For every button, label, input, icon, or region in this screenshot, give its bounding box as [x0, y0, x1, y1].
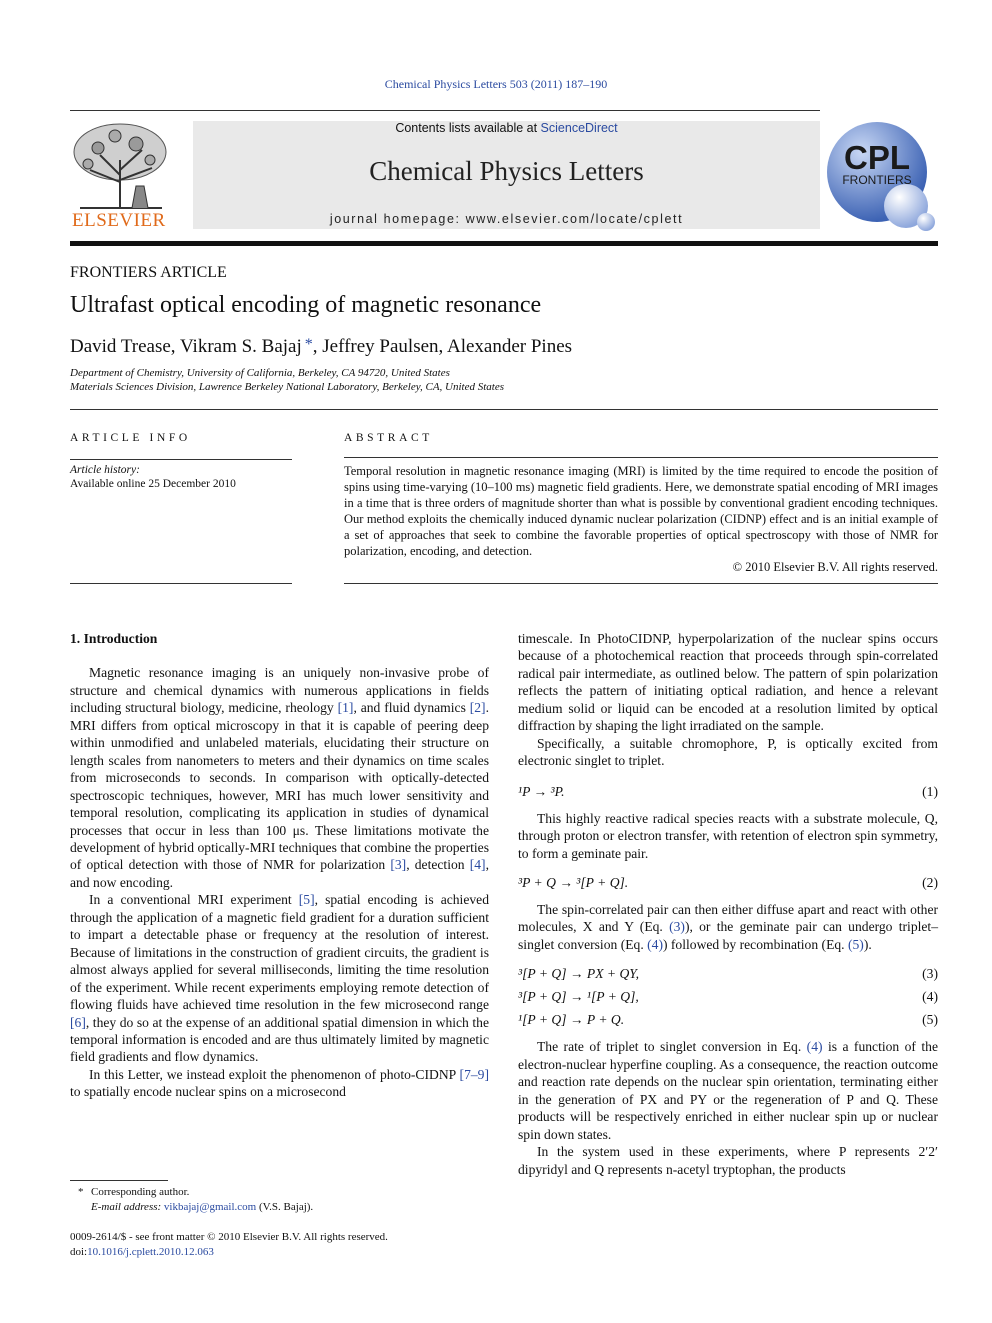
- equation-2-text: ³P + Q → ³[P + Q].: [518, 874, 629, 890]
- doi-link[interactable]: 10.1016/j.cplett.2010.12.063: [87, 1246, 214, 1258]
- equation-4: [518, 988, 938, 1011]
- equation-5-number: (5): [922, 1012, 938, 1028]
- ref-link[interactable]: [6]: [70, 1014, 86, 1030]
- title-rule: [70, 409, 938, 410]
- history-label: Article history:: [70, 464, 140, 476]
- email-suffix: (V.S. Bajaj).: [256, 1201, 314, 1213]
- frontiers-logo-text: FRONTIERS: [842, 173, 912, 187]
- footnote-mark: *: [78, 1186, 84, 1198]
- affiliation-1: Department of Chemistry, University of California, Berkeley, CA 94720, United States: [70, 367, 450, 379]
- equation-ref-link[interactable]: (3): [669, 919, 685, 935]
- equation-ref-link[interactable]: (5): [847, 936, 864, 952]
- elsevier-tree-logo: [70, 120, 172, 210]
- issn-line: 0009-2614/$ - see front matter © 2010 Elsevier B.V. All rights reserved.: [70, 1231, 388, 1243]
- equation-ref-link[interactable]: (4): [806, 1039, 823, 1055]
- email-link[interactable]: vikbajaj@gmail.com: [163, 1201, 257, 1213]
- equation-3-text: ³[P + Q] → PX + QY,: [518, 966, 639, 982]
- header-thick-rule: [70, 241, 938, 246]
- equation-2-number: (2): [922, 874, 938, 890]
- ref-link[interactable]: [4]: [469, 857, 486, 873]
- ref-link[interactable]: [3]: [390, 857, 407, 873]
- journal-homepage[interactable]: journal homepage: www.elsevier.com/locate/cplett: [329, 212, 684, 226]
- equation-4-text: ³[P + Q] → ¹[P + Q],: [518, 989, 639, 1005]
- equation-1-text: ¹P → ³P.: [518, 783, 565, 799]
- left-column: [70, 630, 489, 1101]
- abstract-rule-top: [344, 457, 938, 458]
- equation-5-text: ¹[P + Q] → P + Q.: [518, 1012, 625, 1028]
- equation-4-number: (4): [922, 989, 938, 1005]
- contents-prefix: Contents lists available at: [395, 121, 541, 135]
- abstract-text: Temporal resolution in magnetic resonance imaging (MRI) is limited by the time required to encode the position of spins using time-varying (10–100 ms) magnetic field gradients. Here, we demonstrate spatial encoding of MRI images in a time that is three orders of magnitude shorter than what is possible by conventional gradient encoding techniques. Our method exploits the chemically induced dynamic nuclear polarization (CIDNP) effect and is an initial example of a set of approaches that seek to combine the favorable properties of optical spectroscopy with those of NMR for polarization, encoding, and detection.: [344, 464, 938, 558]
- equation-3: [518, 965, 938, 988]
- journal-reference[interactable]: Chemical Physics Letters 503 (2011) 187–190: [384, 77, 608, 91]
- equation-1: [518, 783, 938, 801]
- authors-part-1: David Trease, Vikram S. Bajaj: [70, 336, 302, 357]
- elsevier-wordmark: ELSEVIER: [72, 210, 166, 231]
- equation-2: [518, 874, 938, 892]
- journal-name: Chemical Physics Letters: [369, 156, 644, 186]
- right-paragraph-4: The spin-correlated pair can then either diffuse apart and react with other molecules, X and Y (Eq. (3)), or the geminate pair can undergo triplet–singlet conversion (Eq. (4)) followed by recombination (Eq. (5)).: [518, 901, 939, 952]
- article-title: Ultrafast optical encoding of magnetic resonance: [70, 292, 542, 318]
- doi-label: doi:: [70, 1246, 88, 1258]
- footnote-rule: [70, 1180, 168, 1181]
- affiliation-2: Materials Sciences Division, Lawrence Berkeley National Laboratory, Berkeley, CA, United States: [70, 381, 505, 393]
- contents-line: [193, 121, 820, 135]
- info-rule-top: [70, 459, 292, 460]
- cpl-frontiers-logo: [822, 118, 938, 234]
- history-value: Available online 25 December 2010: [70, 478, 236, 490]
- ref-link[interactable]: [1]: [337, 700, 354, 716]
- abstract-copyright: © 2010 Elsevier B.V. All rights reserved.: [732, 560, 938, 574]
- intro-paragraph-2: In a conventional MRI experiment [5], spatial encoding is achieved through the application of a magnetic field gradient for a duration sufficient to impart a detectable phase or frequency at the resolution of interest. Because of limitations in the construction of gradient circuits, the gradient is almost always applied for several milliseconds, limiting the time resolution of the experiment. While recent experiments employing remote detection of flowing fluids have achieved time resolution in the few microsecond range [6], they do so at the expense of an additional spatial dimension in which the temporal information is encoded and are thus ultimately limited by magnetic field gradients and flow dynamics.: [70, 892, 489, 1065]
- right-paragraph-5: The rate of triplet to singlet conversion in Eq. (4) is a function of the electron-nuclear hyperfine coupling. As a consequence, the reaction outcome and reaction rate depends on the nuclear spin orientation, terminating either in the generation of PX and PY or the regeneration of P and Q. These products will be respectively enriched in either nuclear spin up or nuclear spin down states.: [518, 1039, 938, 1142]
- ref-link[interactable]: [7–9]: [459, 1066, 489, 1082]
- equation-1-number: (1): [922, 783, 938, 799]
- footnote-email: [91, 1200, 313, 1215]
- equation-5: [518, 1011, 938, 1029]
- corresponding-author-mark[interactable]: *: [304, 336, 313, 353]
- email-label: E-mail address:: [91, 1201, 162, 1213]
- article-type: FRONTIERS ARTICLE: [70, 264, 227, 281]
- intro-paragraph-1: Magnetic resonance imaging is an uniquely non-invasive probe of structure and chemical dynamics with numerous applications in fields including structural biology, medicine, rheology [1], and fluid dynamics [2]. MRI differs from optical microscopy in that it is capable of peering deep within unmodified and unlabeled materials, elucidating their structure on length scales from nanometers to meters and their dynamics on time scales from microseconds to seconds. In comparison with optically-detected spectroscopic techniques, however, MRI has much lower sensitivity and temporal resolution, complicating its application in studies of dynamical processes that occur in less than 100 μs. These limitations motivate the development of hybrid optically-MRI techniques that combine the properties of optical detection with those of NMR for polarization [3], detection [4], and now encoding.: [70, 665, 489, 890]
- equation-ref-link[interactable]: (4): [647, 936, 663, 952]
- right-paragraph-6: In the system used in these experiments, where P represents 2′2′ dipyridyl and Q represents n-acetyl tryptophan, the products: [518, 1144, 938, 1177]
- footnote-corresponding: Corresponding author.: [91, 1186, 190, 1198]
- intro-paragraph-3: In this Letter, we instead exploit the phenomenon of photo-CIDNP [7–9] to spatially encode nuclear spins on a microsecond: [70, 1066, 489, 1100]
- section-heading-introduction: 1. Introduction: [70, 631, 158, 646]
- ref-link[interactable]: [5]: [298, 892, 315, 908]
- header-rule: [70, 110, 820, 111]
- right-paragraph-2: Specifically, a suitable chromophore, P, is optically excited from electronic singlet to triplet.: [518, 735, 938, 769]
- right-column: [518, 630, 938, 1178]
- authors-part-2: , Jeffrey Paulsen, Alexander Pines: [312, 336, 573, 357]
- right-paragraph-3: This highly reactive radical species reacts with a substrate molecule, Q, through proton or electron transfer, with retention of electron spin symmetry, to form a geminate pair.: [518, 810, 938, 861]
- info-rule-bottom: [70, 583, 292, 584]
- right-paragraph-1: timescale. In PhotoCIDNP, hyperpolarization of the nuclear spins occurs because of a photochemical reaction that proceeds through spin-correlated radical pair intermediate, as outlined below. The pattern of spin polarization reflects the pattern of initiating optical radiation, and hence a relevant medium solid or liquid can be encoded at a resolution limited by optical diffraction by shaping the light irradiated on the sample.: [518, 631, 938, 734]
- equation-3-number: (3): [922, 966, 938, 982]
- article-info-heading: ARTICLE INFO: [70, 432, 191, 444]
- cpl-logo-text: CPL: [844, 139, 910, 176]
- ref-link[interactable]: [2]: [469, 700, 486, 716]
- sciencedirect-link[interactable]: ScienceDirect: [540, 121, 618, 135]
- abstract-heading: ABSTRACT: [344, 432, 433, 444]
- abstract-rule-bottom: [344, 583, 938, 584]
- doi-line: [70, 1245, 214, 1260]
- authors: [70, 336, 572, 358]
